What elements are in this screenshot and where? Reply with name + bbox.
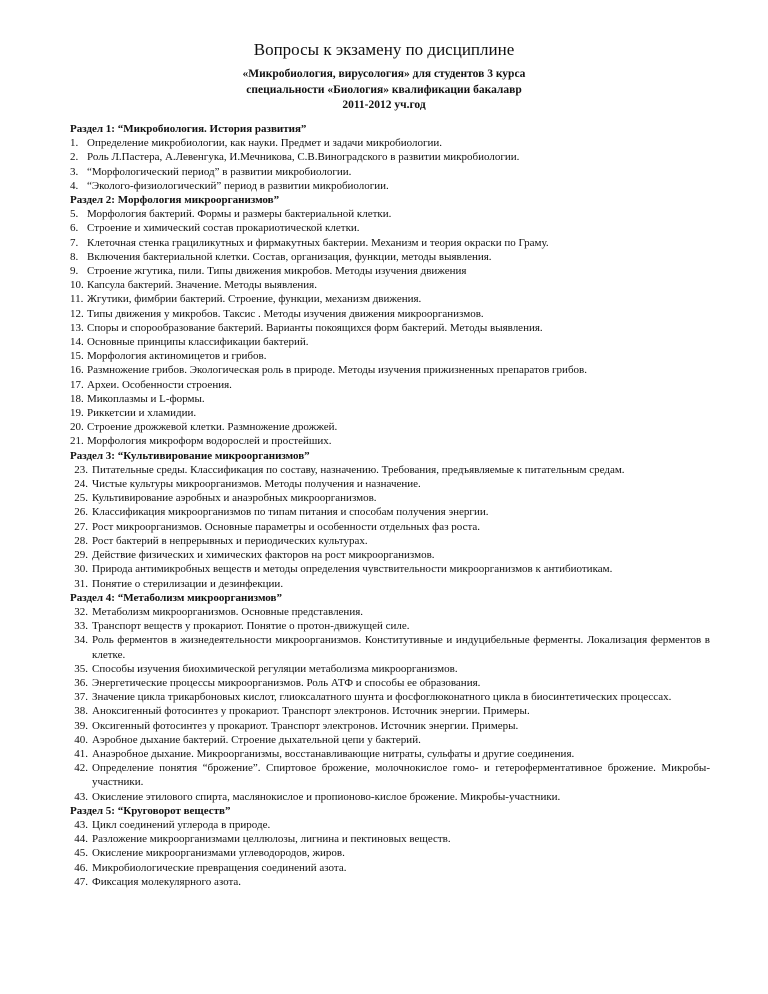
question-item [70,534,710,548]
question-number: 18. [70,392,84,405]
question-number: 9. [70,265,79,278]
question-item [70,747,710,761]
question-text: Жгутики, фимбрии бактерий. Строение, функции, механизм движения. [87,293,422,306]
question-item [70,733,710,747]
question-text: Размножение грибов. Экологическая роль в природе. Методы изучения прижизненных препаратов грибов. [87,364,587,377]
question-item [70,662,710,676]
question-text: “Морфологический период” в развитии микробиологии. [87,165,352,178]
question-text: Окисление микроорганизмами углеводородов, жиров. [92,847,345,860]
question-text: Анаэробное дыхание. Микроорганизмы, восстанавливающие нитраты, сульфаты и другие соединения. [92,747,575,760]
question-number: 47. [74,875,88,888]
question-number: 21. [70,435,84,448]
question-number: 16. [70,364,84,377]
question-number: 17. [70,378,84,391]
question-item [70,463,710,477]
question-item [70,307,710,321]
question-text: Типы движения у микробов. Таксис . Методы изучения движения микроорганизмов. [87,307,484,320]
question-item [70,875,710,889]
question-number: 43. [74,818,88,831]
question-text: Микробиологические превращения соединений азота. [92,861,347,874]
question-number: 14. [70,336,84,349]
question-text: Микоплазмы и L-формы. [87,392,205,405]
question-number: 30. [74,563,88,576]
question-text: Археи. Особенности строения. [87,378,232,391]
question-number: 2. [70,151,79,164]
question-item [70,264,710,278]
section-heading: Раздел 3: “Культивирование микроорганизмов” [70,449,310,462]
question-number: 31. [74,577,88,590]
section-heading: Раздел 4: “Метаболизм микроорганизмов” [70,591,282,604]
question-number: 11. [70,293,84,306]
question-number: 43. [74,790,88,803]
question-text: Транспорт веществ у прокариот. Понятие о протон-движущей силе. [92,620,410,633]
question-text: Значение цикла трикарбоновых кислот, глиоксалатного шунта и фосфоглюконатного цикла в биосинтетических процессах. [92,691,672,704]
page-title: Вопросы к экзамену по дисциплине [253,40,515,59]
question-text: Чистые культуры микроорганизмов. Методы получения и назначение. [92,478,421,491]
question-number: 46. [74,861,88,874]
question-number: 42. [74,762,88,775]
question-text: Аноксигенный фотосинтез у прокариот. Транспорт электронов. Источник энергии. Примеры. [92,705,530,718]
question-text: Фиксация молекулярного азота. [92,875,242,888]
section-heading: Раздел 1: “Микробиология. История развития” [70,123,307,135]
question-text: Строение жгутика, пили. Типы движения микробов. Методы изучения движения [87,265,467,278]
question-item [70,605,710,619]
question-item [70,207,710,221]
question-text: Оксигенный фотосинтез у прокариот. Транспорт электронов. Источник энергии. Примеры. [92,719,519,732]
question-item [70,363,710,377]
question-item [70,321,710,335]
question-number: 8. [70,250,79,263]
question-item [70,292,710,306]
question-number: 27. [74,520,88,533]
question-item [70,846,710,860]
question-item [70,335,710,349]
question-number: 44. [74,833,88,846]
question-number: 41. [74,747,88,760]
question-item [70,719,710,733]
question-number: 4. [70,179,79,192]
question-number: 34. [74,634,88,647]
question-number: 1. [70,137,79,150]
section-heading: Раздел 2: Морфология микроорганизмов” [70,194,280,207]
subtitle-year: 2011-2012 уч.год [342,99,426,111]
question-text: Действие физических и химических факторов на рост микроорганизмов. [92,549,435,562]
question-item [70,250,710,264]
question-text: Культивирование аэробных и анаэробных микроорганизмов. [92,492,377,505]
question-text: Определение понятия “брожение”. Спиртовое брожение, молочнокислое гомо- и гетероферментативное брожение. Микробы-участники. [92,762,710,789]
question-text: Классификация микроорганизмов по типам питания и способам получения энергии. [92,506,489,519]
question-number: 24. [74,478,88,491]
question-text: Рост микроорганизмов. Основные параметры и особенности отдельных фаз роста. [92,520,481,533]
question-item [70,619,710,633]
question-number: 25. [74,492,88,505]
question-number: 15. [70,350,84,363]
question-text: Риккетсии и хламидии. [87,407,197,420]
question-text: Разложение микроорганизмами целлюлозы, лигнина и пектиновых веществ. [92,833,451,846]
question-number: 39. [74,719,88,732]
question-number: 28. [74,534,88,547]
question-text: Морфология актиномицетов и грибов. [87,350,267,363]
question-text: Морфология микроформ водорослей и простейших. [87,435,332,448]
question-item [70,577,710,591]
question-number: 40. [74,733,88,746]
question-text: Морфология бактерий. Формы и размеры бактериальной клетки. [87,208,392,221]
question-number: 20. [70,421,84,434]
question-text: Рост бактерий в непрерывных и периодических культурах. [92,534,368,547]
question-item [70,676,710,690]
question-text: Роль ферментов в жизнедеятельности микроорганизмов. Конститутивные и индуцибельные ферменты. Локализация ферментов в клетке. [92,634,710,661]
question-item [70,406,710,420]
question-item [70,505,710,519]
question-text: Строение и химический состав прокариотической клетки. [87,222,360,235]
question-item [70,562,710,576]
question-item [70,165,710,179]
question-text: Природа антимикробных веществ и методы определения чувствительности микроорганизмов к антибиотикам. [92,563,613,576]
question-number: 45. [74,847,88,860]
question-text: Строение дрожжевой клетки. Размножение дрожжей. [87,421,338,434]
question-item [70,434,710,448]
question-text: Определение микробиологии, как науки. Предмет и задачи микробиологии. [87,137,443,150]
question-text: Аэробное дыхание бактерий. Строение дыхательной цепи у бактерий. [92,733,421,746]
question-number: 37. [74,691,88,704]
question-item [70,136,710,150]
question-text: Понятие о стерилизации и дезинфекции. [92,577,284,590]
question-item [70,349,710,363]
question-text: Капсула бактерий. Значение. Методы выявления. [87,279,317,292]
question-text: Роль Л.Пастера, А.Левенгука, И.Мечникова, С.В.Виноградского в развитии микробиологии. [87,151,520,164]
question-item [70,392,710,406]
question-text: Клеточная стенка грациликутных и фирмакутных бактерии. Механизм и теория окраски по Граму. [87,236,549,249]
question-number: 7. [70,236,79,249]
question-number: 10. [70,279,84,292]
question-number: 29. [74,549,88,562]
question-item [70,633,710,661]
question-item [70,236,710,250]
question-text: Способы изучения биохимической регуляции метаболизма микроорганизмов. [92,662,458,675]
question-number: 6. [70,222,79,235]
question-number: 12. [70,307,84,320]
question-number: 26. [74,506,88,519]
question-text: Метаболизм микроорганизмов. Основные представления. [92,605,364,618]
question-number: 3. [70,165,79,178]
question-text: Окисление этилового спирта, маслянокислое и пропионово-кислое брожение. Микробы-участники. [92,790,561,803]
question-item [70,690,710,704]
question-list [70,122,710,889]
question-item [70,704,710,718]
question-text: Энергетические процессы микроорганизмов. Роль АТФ и способы ее образования. [92,676,481,689]
question-item [70,832,710,846]
subtitle-course: «Микробиология, вирусология» для студентов 3 курса [242,68,526,80]
subtitle-specialty: специальности «Биология» квалификации бакалавр [246,84,522,96]
question-number: 35. [74,662,88,675]
question-number: 33. [74,620,88,633]
question-number: 13. [70,321,84,334]
question-item [70,520,710,534]
question-item [70,491,710,505]
question-number: 38. [74,705,88,718]
question-number: 5. [70,208,79,221]
question-item [70,818,710,832]
question-text: Питательные среды. Классификация по составу, назначению. Требования, предъявляемые к питательным средам. [92,463,625,476]
question-text: “Эколого-физиологический” период в развитии микробиологии. [87,179,389,192]
question-item [70,761,710,789]
section-heading: Раздел 5: “Круговорот веществ” [70,804,231,817]
question-number: 19. [70,407,84,420]
question-text: Включения бактериальной клетки. Состав, организация, функции, методы выявления. [87,250,492,263]
question-number: 23. [74,463,88,476]
question-item [70,179,710,193]
question-item [70,790,710,804]
question-text: Споры и спорообразование бактерий. Варианты покоящихся форм бактерий. Методы выявления. [87,321,543,334]
question-item [70,420,710,434]
question-number: 36. [74,676,88,689]
question-item [70,278,710,292]
question-text: Основные принципы классификации бактерий. [87,336,309,349]
question-number: 32. [74,605,88,618]
question-item [70,378,710,392]
question-item [70,861,710,875]
question-item [70,477,710,491]
question-item [70,548,710,562]
question-text: Цикл соединений углерода в природе. [92,818,271,831]
question-item [70,150,710,164]
question-item [70,221,710,235]
